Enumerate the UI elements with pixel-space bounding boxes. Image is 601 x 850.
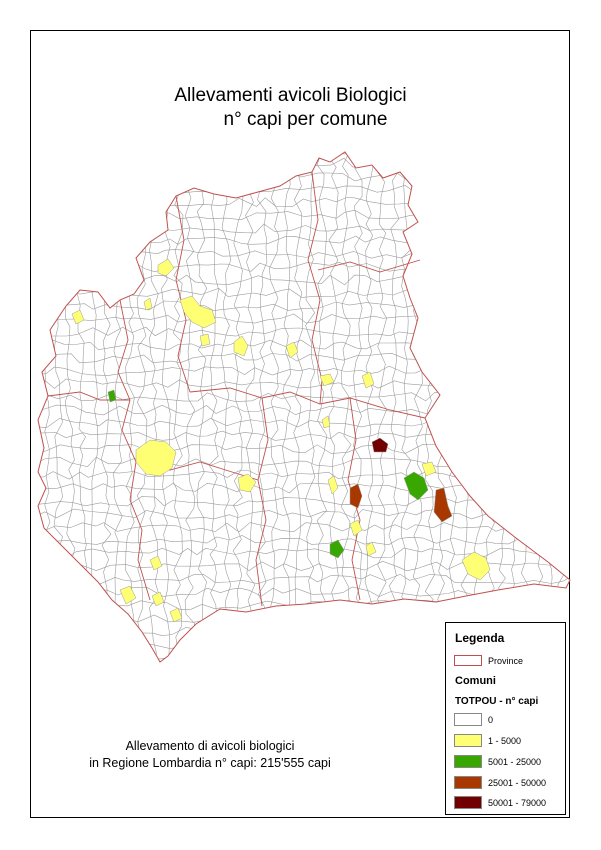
municipal-border [545, 150, 554, 673]
legend-swatch [454, 755, 482, 768]
municipal-border [485, 150, 495, 671]
legend-class-2 [454, 755, 541, 768]
legend-class-label: 5001 - 25000 [488, 756, 542, 767]
caption-line-2: in Regione Lombardia n° capi: 215'555 capi [89, 756, 331, 770]
title-line-1: Allevamenti avicoli Biologici [174, 85, 407, 106]
legend-comuni-heading: Comuni [455, 675, 496, 687]
legend-class-label: 25001 - 50000 [488, 777, 547, 788]
legend-field-label: TOTPOU - n° capi [455, 696, 539, 707]
municipal-border [30, 146, 584, 155]
legend-swatch [454, 734, 482, 747]
region-lombardia [29, 146, 590, 685]
province-label: Province [488, 655, 524, 666]
title-line-2: n° capi per comune [223, 109, 388, 130]
municipal-border [509, 150, 519, 682]
legend-class-0 [454, 713, 493, 726]
legend-province [454, 655, 523, 666]
municipal-border [570, 150, 579, 680]
legend-swatch [454, 796, 482, 809]
legend-title: Legenda [455, 631, 505, 645]
legend-class-3 [454, 776, 546, 789]
caption-line-1: Allevamento di avicoli biologici [125, 739, 295, 753]
legend-swatch [454, 776, 482, 789]
municipal-border [533, 150, 543, 674]
municipal-border [449, 150, 459, 680]
legend-class-label: 0 [488, 714, 494, 725]
municipal-border [461, 150, 470, 681]
province-swatch [454, 655, 482, 666]
municipal-border [521, 150, 531, 683]
legend-swatch [454, 713, 482, 726]
map-caption [70, 738, 350, 772]
legend-class-1 [454, 734, 521, 747]
legend-class-4 [454, 796, 546, 809]
municipal-border [29, 150, 39, 671]
comune-class-1 [200, 334, 210, 346]
legend-class-label: 1 - 5000 [488, 735, 522, 746]
municipal-border [30, 158, 586, 168]
municipal-border [557, 150, 567, 677]
legend-class-label: 50001 - 79000 [488, 797, 547, 808]
municipal-border [498, 150, 507, 679]
municipal-border [473, 150, 483, 675]
legend [445, 622, 566, 815]
